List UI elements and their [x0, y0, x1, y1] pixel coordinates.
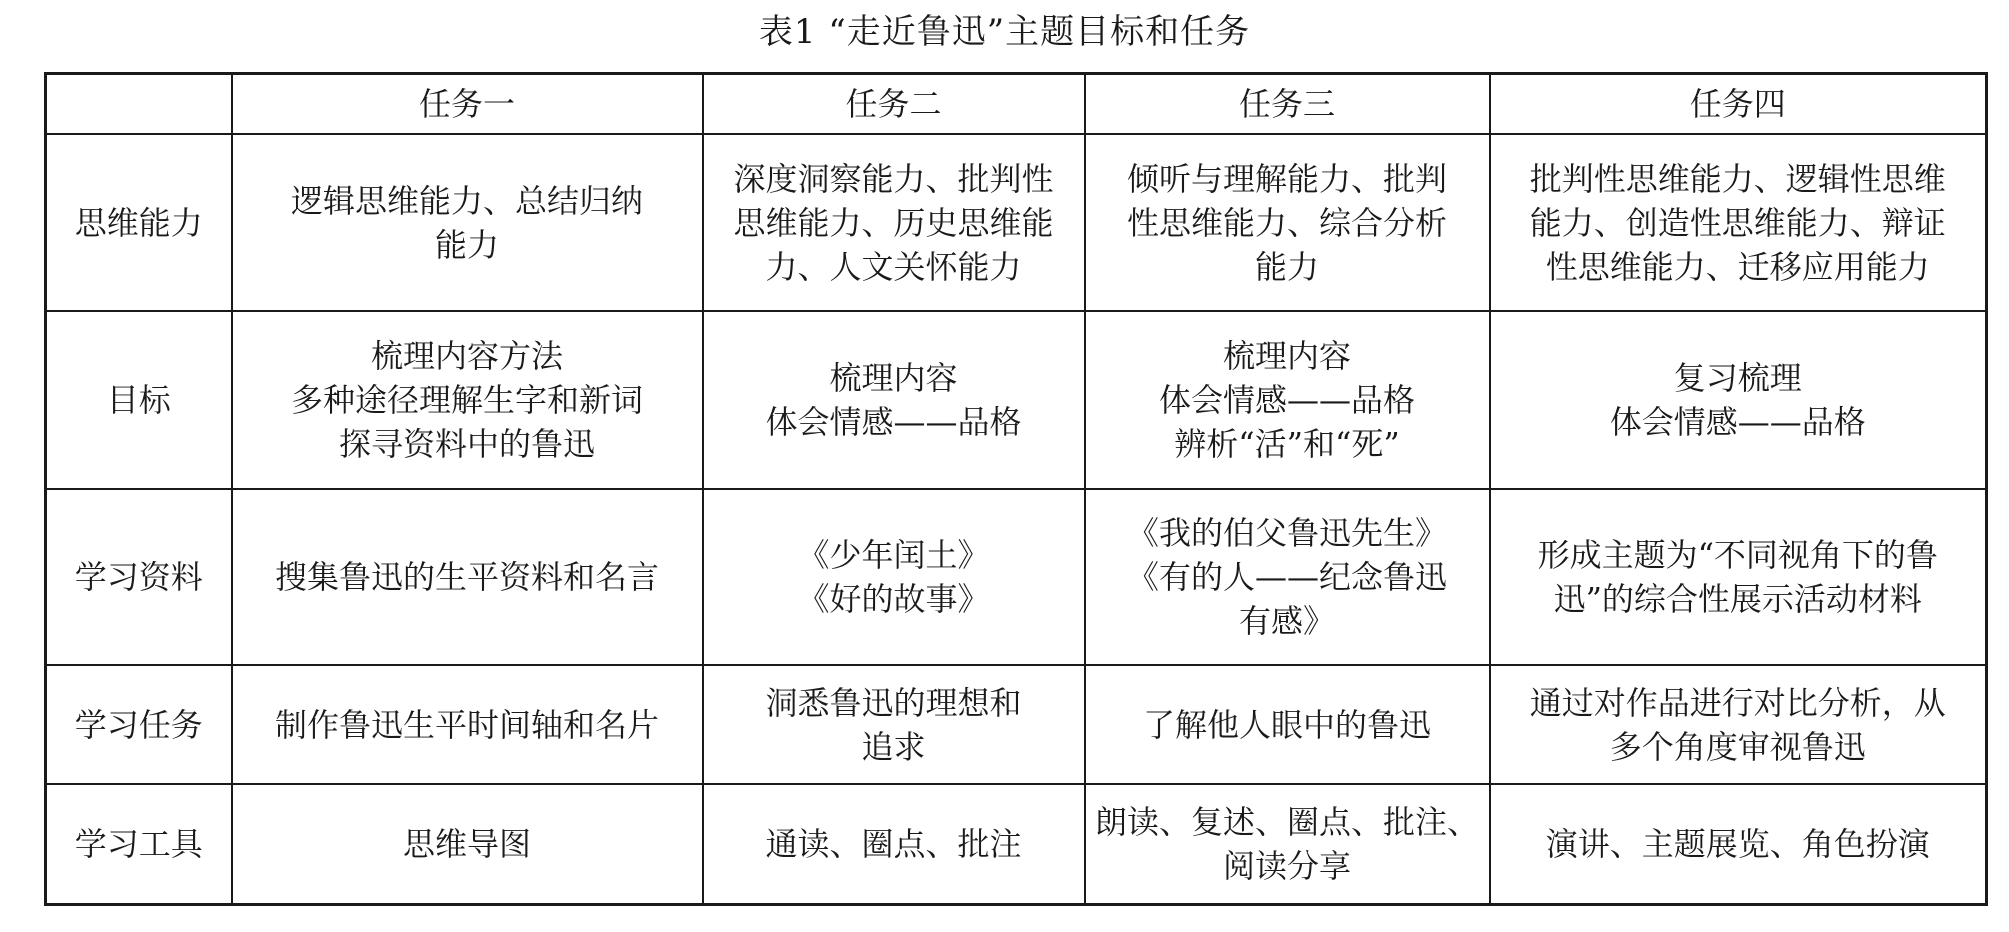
cell-line: 探寻资料中的鲁迅 [338, 425, 595, 463]
table-cell [1490, 665, 1987, 784]
cell-line: 能力、创造性思维能力、辩证 [1529, 203, 1946, 242]
cell-line: 体会情感——品格 [1609, 403, 1866, 441]
cell-line: 批判性思维能力、逻辑性思维 [1529, 159, 1946, 198]
cell-line: 体会情感——品格 [1158, 381, 1415, 419]
table-cell [703, 134, 1085, 311]
cell-line: 梳理内容 [829, 359, 958, 397]
cell-line: 洞悉鲁迅的理想和 [765, 683, 1022, 722]
cell-line: 逻辑思维能力、总结归纳 [290, 181, 643, 220]
table-cell [703, 665, 1085, 784]
table-cell [1085, 134, 1490, 311]
header-task-4: 任务四 [1490, 74, 1987, 135]
cell-line: 多个角度审视鲁迅 [1609, 727, 1866, 766]
header-task-1: 任务一 [232, 74, 703, 135]
header-task-2: 任务二 [703, 74, 1085, 135]
table-row-goals [46, 311, 1987, 489]
table-row-learning-materials [46, 489, 1987, 665]
cell-line: 深度洞察能力、批判性 [733, 159, 1054, 198]
table-cell [232, 665, 703, 784]
cell-line: 《我的伯父鲁迅先生》 [1126, 514, 1447, 552]
table-cell [703, 311, 1085, 489]
table-cell [1085, 665, 1490, 784]
table-cell [232, 311, 703, 489]
cell-line: 能力 [1254, 247, 1319, 286]
table-cell [1490, 784, 1987, 905]
cell-line: 性思维能力、综合分析 [1126, 203, 1447, 242]
table-cell [232, 784, 703, 905]
table-row-learning-tasks [46, 665, 1987, 784]
cell-line: 通读、圈点、批注 [765, 825, 1022, 863]
cell-line: 《少年闰土》 [797, 536, 990, 574]
cell-line: 能力 [434, 225, 499, 264]
row-label: 学习资料 [46, 489, 232, 665]
cell-line: 体会情感——品格 [765, 403, 1022, 441]
cell-line: 搜集鲁迅的生平资料和名言 [274, 558, 659, 596]
table-cell [1490, 134, 1987, 311]
cell-line: 力、人文关怀能力 [765, 247, 1022, 286]
row-label: 学习工具 [46, 784, 232, 905]
cell-line: 《好的故事》 [797, 580, 990, 618]
table-cell [1085, 784, 1490, 905]
cell-line: 阅读分享 [1222, 847, 1351, 885]
row-label: 思维能力 [46, 134, 232, 311]
cell-line: 追求 [861, 727, 926, 766]
table-row-learning-tools [46, 784, 1987, 905]
cell-line: 思维导图 [402, 825, 531, 863]
row-label: 目标 [46, 311, 232, 489]
table-cell [232, 489, 703, 665]
table-caption: 表1 “走近鲁迅”主题目标和任务 [758, 12, 1251, 52]
table-cell [1085, 489, 1490, 665]
theme-goals-table [44, 72, 1988, 906]
cell-line: 形成主题为“不同视角下的鲁 [1537, 536, 1938, 574]
cell-line: 朗读、复述、圈点、批注、 [1094, 803, 1479, 841]
table-row-thinking-ability [46, 134, 1987, 311]
table-container [44, 72, 1988, 906]
cell-line: 演讲、主题展览、角色扮演 [1545, 825, 1930, 863]
table-cell [1490, 311, 1987, 489]
table-cell [232, 134, 703, 311]
cell-line: 复习梳理 [1673, 359, 1802, 397]
cell-line: 倾听与理解能力、批判 [1126, 159, 1447, 198]
header-corner-cell [46, 74, 232, 135]
table-cell [1490, 489, 1987, 665]
cell-line: 性思维能力、迁移应用能力 [1545, 247, 1930, 286]
table-cell [1085, 311, 1490, 489]
cell-line: 思维能力、历史思维能 [733, 203, 1054, 242]
cell-line: 了解他人眼中的鲁迅 [1142, 705, 1431, 744]
cell-line: 通过对作品进行对比分析，从 [1529, 683, 1946, 722]
cell-line: 多种途径理解生字和新词 [290, 381, 643, 419]
cell-line: 辨析“活”和“死” [1174, 425, 1400, 463]
row-label: 学习任务 [46, 665, 232, 784]
cell-line: 《有的人——纪念鲁迅 [1126, 558, 1447, 596]
cell-line: 制作鲁迅生平时间轴和名片 [274, 705, 659, 744]
cell-line: 梳理内容方法 [370, 337, 563, 375]
table-cell [703, 489, 1085, 665]
cell-line: 有感》 [1238, 602, 1335, 640]
cell-line: 迅”的综合性展示活动材料 [1553, 580, 1922, 618]
table-header-row [46, 74, 1987, 135]
table-cell [703, 784, 1085, 905]
header-task-3: 任务三 [1085, 74, 1490, 135]
cell-line: 梳理内容 [1222, 337, 1351, 375]
